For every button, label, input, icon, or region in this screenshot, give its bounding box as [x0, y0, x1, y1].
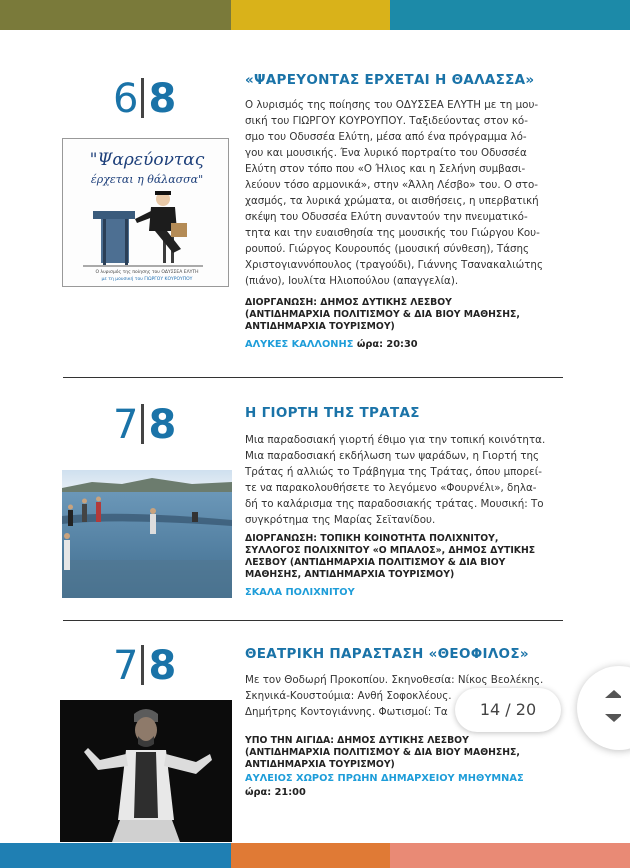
- organizer-line: (ΑΝΤΙΔΗΜΑΡΧΙΑ ΠΟΛΙΤΙΣΜΟΥ & ΔΙΑ ΒΙΟΥ ΜΑΘΗΣΗΣ,: [245, 309, 520, 320]
- top-bar-teal: [390, 0, 630, 30]
- organizer-line: ΣΥΛΛΟΓΟΣ ΠΟΛΙΧΝΙΤΟΥ «Ο ΜΠΑΛΟΣ», ΔΗΜΟΣ ΔΥΤΙΚΗΣ: [245, 545, 536, 556]
- organizer-line: ΔΙΟΡΓΑΝΩΣΗ: ΤΟΠΙΚΗ ΚΟΙΝΟΤΗΤΑ ΠΟΛΙΧΝΙΤΟΥ,: [245, 533, 499, 544]
- bottom-bar-orange: [231, 843, 390, 868]
- top-bar-yellow: [231, 0, 390, 30]
- event-time-line: [245, 787, 306, 798]
- event-photo-actor: [60, 700, 232, 842]
- bottom-color-bar: [0, 843, 630, 868]
- event-month: 8: [148, 402, 176, 448]
- arrow-down-icon: [605, 714, 621, 722]
- event-photo-fishermen: [62, 470, 232, 598]
- page-counter: 14 / 20: [455, 688, 561, 732]
- event-description: [245, 432, 563, 528]
- date-separator: [141, 645, 144, 685]
- description-line: τητα και την ευαισθησία της μουσικής του Γιώργου Κου-: [245, 227, 540, 239]
- description-line: χασμός, τα λυρικά χρώματα, οι αισθήσεις, η υπερβατική: [245, 195, 539, 207]
- description-line: λεύουν τόσο αρμονικά», στην «Άλλη Λέσβο» του. Ο στο-: [245, 179, 539, 191]
- event-organizer: [245, 297, 575, 333]
- description-line: σική του ΓΙΩΡΓΟΥ ΚΟΥΡΟΥΠΟΥ. Ταξιδεύοντας στον κό-: [245, 115, 528, 127]
- event-title: «ΨΑΡΕΥΟΝΤΑΣ ΕΡΧΕΤΑΙ Η ΘΑΛΑΣΣΑ»: [245, 72, 535, 88]
- poster-title-line1: "Ψαρεύοντας: [89, 150, 205, 170]
- poster-caption-line2: με τη μουσική του ΓΙΩΡΓΟΥ ΚΟΥΡΟΥΠΟΥ: [101, 277, 193, 282]
- event-organizer: [245, 735, 575, 771]
- description-line: σμο του Οδυσσέα Ελύτη, μέσα από ένα πρόγραμμα λό-: [245, 131, 527, 143]
- description-line: Μια παραδοσιακή εκδήλωση των ψαράδων, η Γιορτή της: [245, 450, 540, 462]
- event-title: Η ΓΙΟΡΤΗ ΤΗΣ ΤΡΑΤΑΣ: [245, 405, 420, 421]
- description-line: Δημήτρης Κοντογιάννης. Φωτισμοί: Τα: [245, 706, 448, 718]
- description-line: γου και μουσικής. Ένα λυρικό πορτραίτο του Οδυσσέα: [245, 147, 527, 159]
- event-title: ΘΕΑΤΡΙΚΗ ΠΑΡΑΣΤΑΣΗ «ΘΕΟΦΙΛΟΣ»: [245, 646, 529, 662]
- organizer-line: (ΑΝΤΙΔΗΜΑΡΧΙΑ ΠΟΛΙΤΙΣΜΟΥ & ΔΙΑ ΒΙΟΥ ΜΑΘΗΣΗΣ,: [245, 747, 520, 758]
- top-color-bar: [0, 0, 630, 30]
- poster-illustration: [63, 139, 228, 286]
- description-line: Σκηνικά-Κουστούμια: Ανθή Σοφοκλέους.: [245, 690, 452, 702]
- description-line: Χριστογιαννόπουλος (τραγούδι), Γιάννης Τσανακαλιώτης: [245, 259, 543, 271]
- venue-name: ΑΛΥΚΕΣ ΚΑΛΛΟΝΗΣ: [245, 339, 354, 350]
- bottom-bar-salmon: [390, 843, 630, 868]
- organizer-line: ΥΠΟ ΤΗΝ ΑΙΓΙΔΑ: ΔΗΜΟΣ ΔΥΤΙΚΗΣ ΛΕΣΒΟΥ: [245, 735, 469, 746]
- top-bar-olive: [0, 0, 231, 30]
- event-poster-image: [62, 138, 229, 287]
- event-date: [113, 643, 175, 689]
- description-line: Τράτας ή αλλιώς το Τράβηγμα της Τράτας, όπου μπορεί-: [245, 466, 542, 478]
- organizer-line: ΜΑΘΗΣΗΣ, ΑΝΤΙΔΗΜΑΡΧΙΑ ΤΟΥΡΙΣΜΟΥ): [245, 569, 455, 580]
- description-line: τε να παρακολουθήσετε το λεγόμενο «Φουρνέλι», δηλα-: [245, 482, 537, 494]
- event-divider: [63, 620, 563, 621]
- event-month: 8: [148, 643, 176, 689]
- venue-name: ΑΥΛΕΙΟΣ ΧΩΡΟΣ ΠΡΩΗΝ ΔΗΜΑΡΧΕΙΟΥ ΜΗΘΥΜΝΑΣ: [245, 773, 524, 784]
- event-venue: [245, 587, 355, 598]
- event-day: 7: [113, 643, 138, 689]
- event-date: [113, 76, 175, 122]
- description-line: Μια παραδοσιακή γιορτή έθιμο για την τοπική κοινότητα.: [245, 434, 546, 446]
- organizer-line: ΛΕΣΒΟΥ (ΑΝΤΙΔΗΜΑΡΧΙΑ ΠΟΛΙΤΙΣΜΟΥ & ΔΙΑ ΒΙΟΥ: [245, 557, 506, 568]
- event-month: 8: [148, 76, 176, 122]
- page-nav-button[interactable]: [577, 666, 630, 750]
- poster-caption-line1: Ο λυρισμός της ποίησης του ΟΔΥΣΣΕΑ ΕΛΥΤΗ: [95, 270, 199, 275]
- organizer-line: ΑΝΤΙΔΗΜΑΡΧΙΑ ΤΟΥΡΙΣΜΟΥ): [245, 321, 395, 332]
- bottom-bar-blue: [0, 843, 231, 868]
- description-line: (πιάνο), Ιουλίτα Ηλιοπούλου (απαγγελία).: [245, 275, 459, 287]
- description-line: Ελύτη στον τόπο που «Ο Ήλιος και η Σελήνη συμβασι-: [245, 163, 526, 175]
- event-venue: [245, 339, 418, 350]
- actor-photo: [60, 700, 232, 842]
- event-description: [245, 97, 563, 289]
- description-line: Ο λυρισμός της ποίησης του ΟΔΥΣΣΕΑ ΕΛΥΤΗ με τη μου-: [245, 99, 539, 111]
- organizer-line: ΑΝΤΙΔΗΜΑΡΧΙΑ ΤΟΥΡΙΣΜΟΥ): [245, 759, 395, 770]
- organizer-line: ΔΙΟΡΓΑΝΩΣΗ: ΔΗΜΟΣ ΔΥΤΙΚΗΣ ΛΕΣΒΟΥ: [245, 297, 452, 308]
- event-divider: [63, 377, 563, 378]
- description-line: ρουπού. Γιώργος Κουρουπός (μουσική σύνθεση), Τάσης: [245, 243, 530, 255]
- event-organizer: [245, 533, 575, 581]
- date-separator: [141, 404, 144, 444]
- event-day: 7: [113, 402, 138, 448]
- description-line: συγκρότημα της Μαρίας Σεϊτανίδου.: [245, 514, 436, 526]
- description-line: Με τον Θοδωρή Προκοπίου. Σκηνοθεσία: Νίκος Βεολέκης.: [245, 674, 544, 686]
- date-separator: [141, 78, 144, 118]
- fishermen-photo: [62, 470, 232, 598]
- event-venue: [245, 773, 524, 784]
- event-time: ώρα: 20:30: [356, 339, 418, 350]
- poster-title-line2: έρχεται η θάλασσα": [90, 173, 204, 186]
- nav-arrows: [577, 666, 621, 750]
- arrow-up-icon: [605, 690, 621, 698]
- venue-name: ΣΚΑΛΑ ΠΟΛΙΧΝΙΤΟΥ: [245, 587, 355, 598]
- description-line: σκέψη του Οδυσσέα Ελύτη συναντούν την πνευματικό-: [245, 211, 528, 223]
- description-line: δή το καλάρισμα της παραδοσιακής τράτας. Μουσική: Το: [245, 498, 544, 510]
- event-time: ώρα: 21:00: [245, 787, 306, 798]
- event-date: [113, 402, 175, 448]
- event-day: 6: [113, 76, 138, 122]
